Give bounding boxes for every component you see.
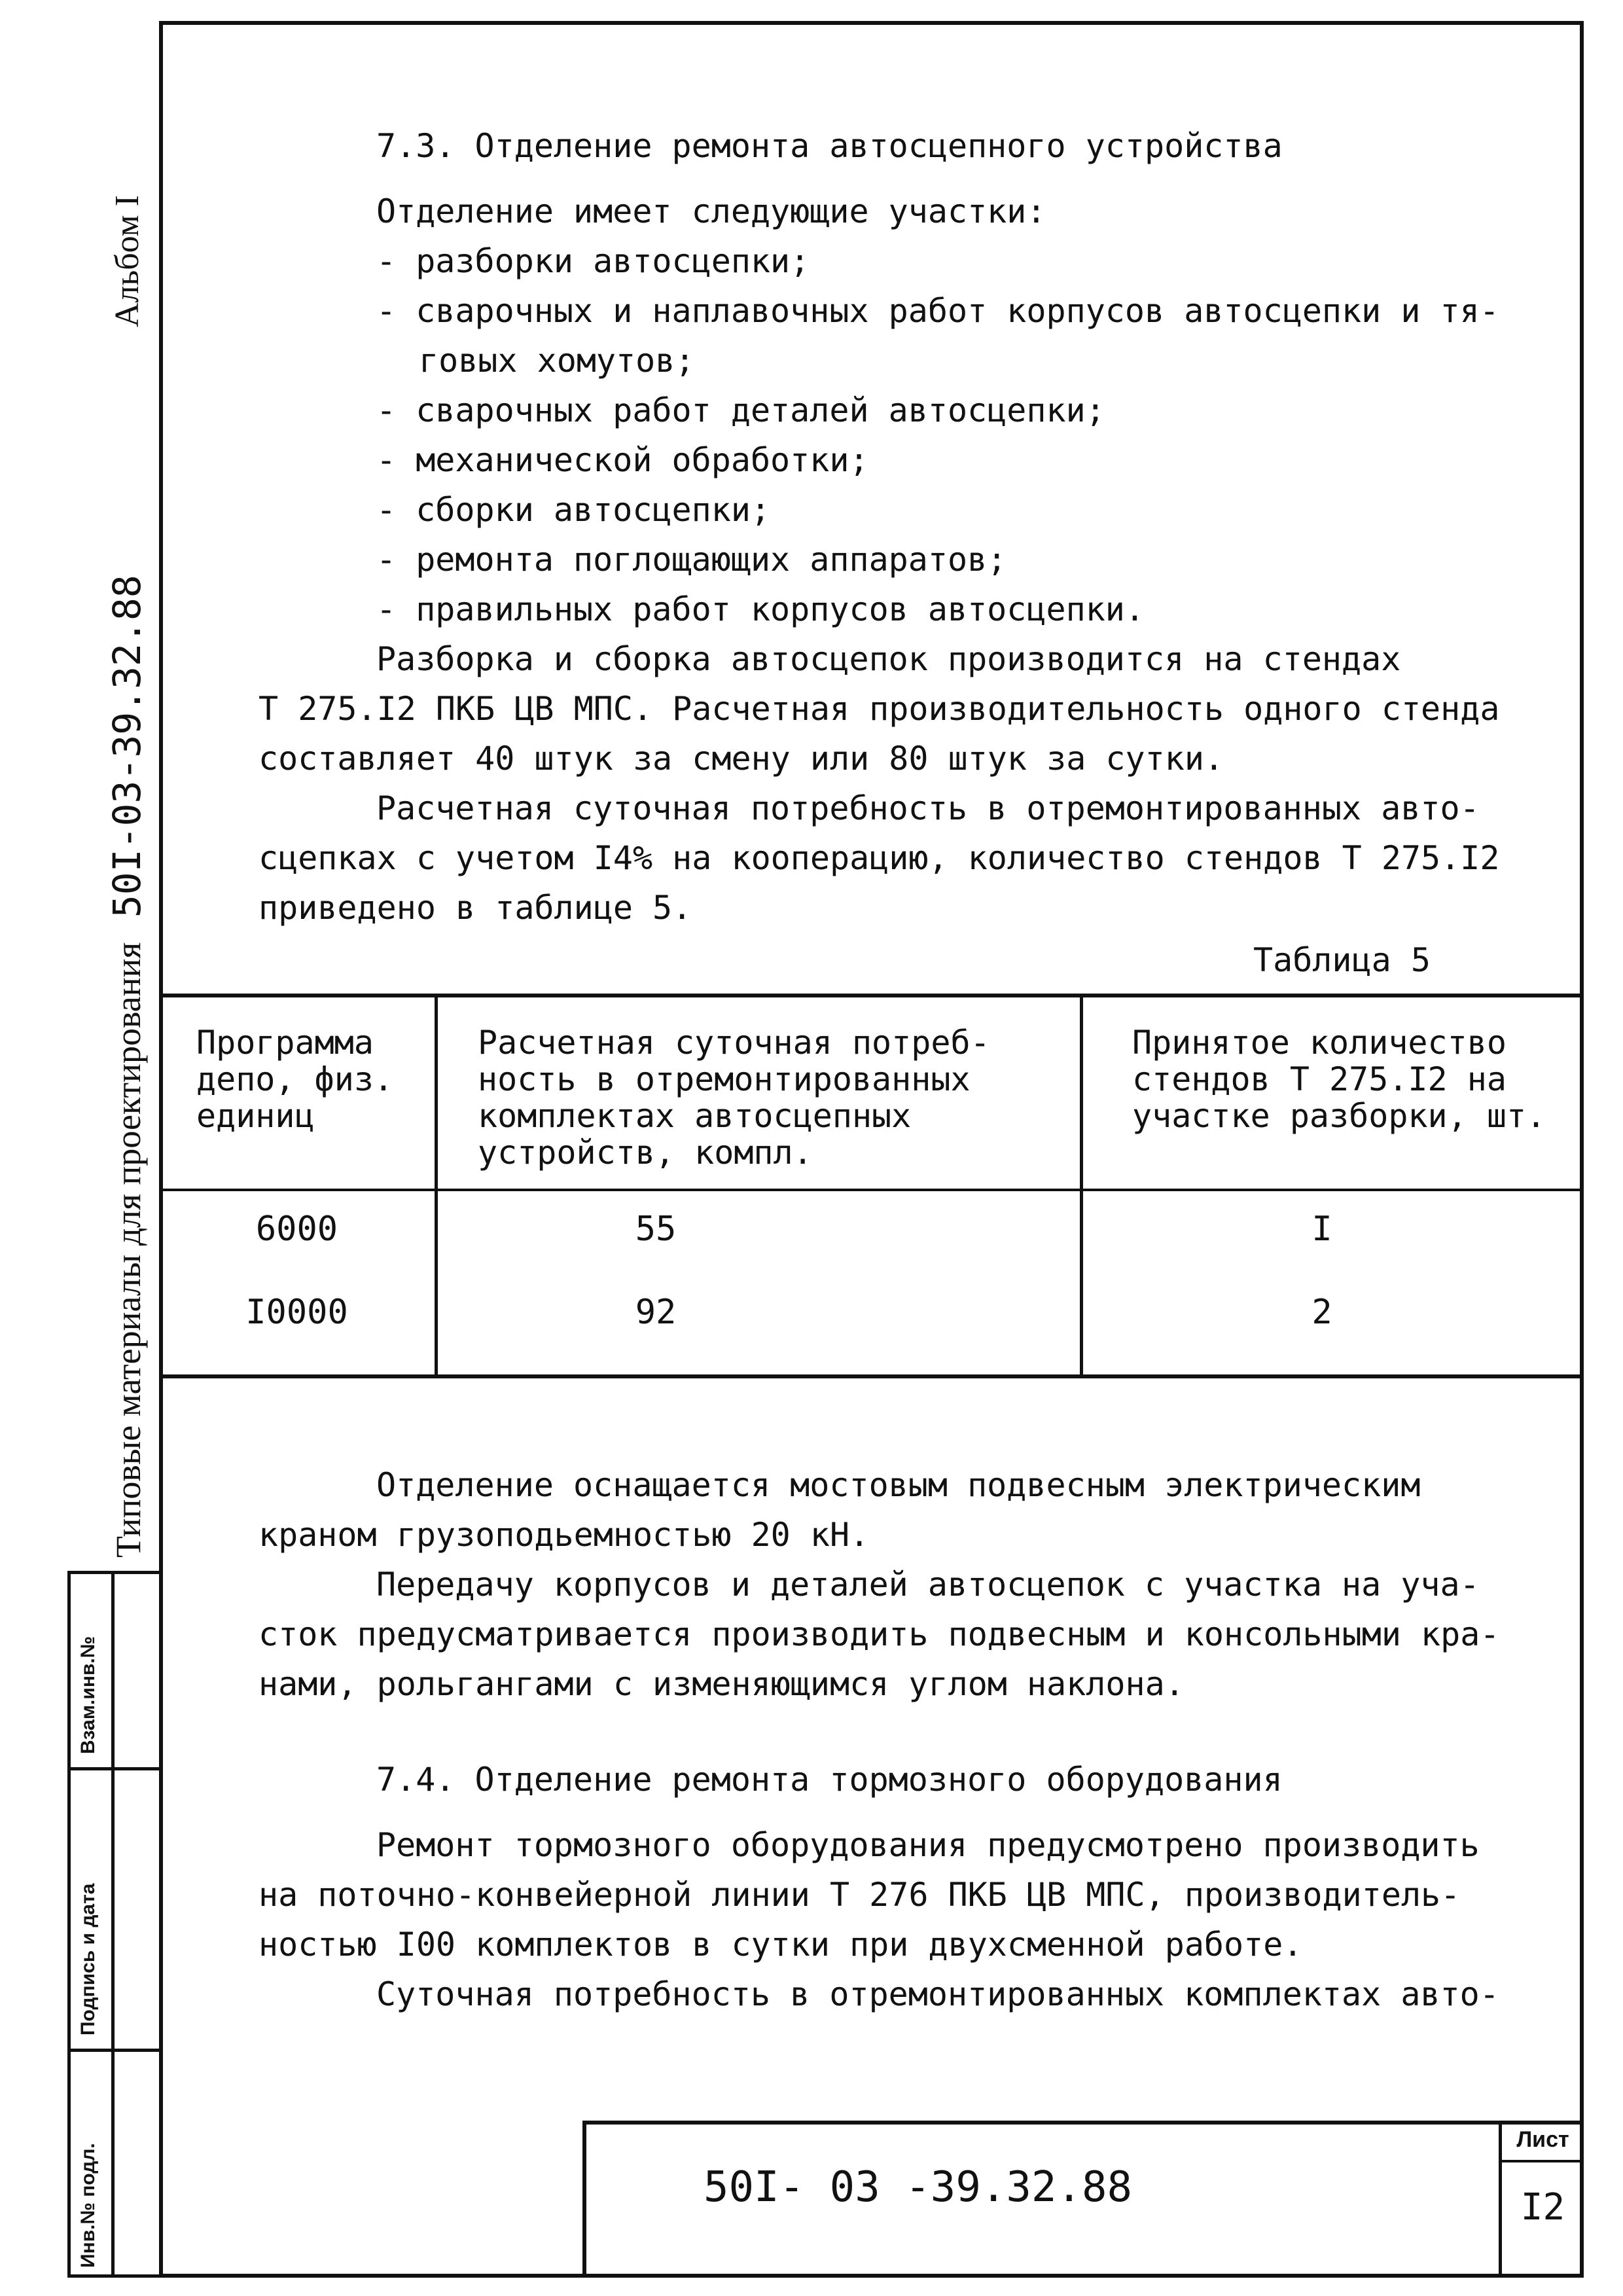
table-header-demand: Расчетная суточная потреб- ность в отремонтированных комплектах автосцепных устройств, компл. bbox=[478, 1024, 990, 1172]
paragraph-line: Разборка и сборка автосцепок производится на стендах bbox=[376, 640, 1401, 678]
paragraph-line: составляет 40 штук за смену или 80 штук за сутки. bbox=[259, 740, 1224, 778]
stamp-inv-orig: Инв.№ подл. bbox=[77, 2143, 99, 2268]
title-block-left bbox=[582, 2121, 586, 2278]
list-item: - ремонта поглощающих аппаратов; bbox=[376, 541, 1007, 579]
side-code: 50I-03-39.32.88 bbox=[105, 575, 149, 918]
list-item: - сварочных и наплавочных работ корпусов автосцепки и тя- bbox=[376, 292, 1499, 330]
list-item: - сборки автосцепки; bbox=[376, 491, 771, 529]
paragraph-line: приведено в таблице 5. bbox=[259, 889, 692, 927]
side-typical-text: Типовые материалы для проектирования bbox=[109, 942, 148, 1558]
side-album: Альбом I bbox=[109, 195, 146, 327]
table-cell-demand: 92 bbox=[635, 1293, 677, 1332]
table-cell-program: 6000 bbox=[255, 1210, 338, 1249]
paragraph-line: Расчетная суточная потребность в отремонтированных авто- bbox=[376, 789, 1480, 827]
table-cell-demand: 55 bbox=[635, 1210, 677, 1249]
list-item-continuation: говых хомутов; bbox=[419, 342, 695, 380]
table-cell-stands: 2 bbox=[1311, 1293, 1332, 1332]
paragraph-line: ностью I00 комплектов в сутки при двухсменной работе. bbox=[259, 1926, 1303, 1964]
table-header-stands: Принятое количество стендов Т 275.I2 на участке разборки, шт. bbox=[1132, 1024, 1546, 1135]
table-header-program: Программа депо, физ. единиц bbox=[196, 1024, 394, 1135]
table-top-border bbox=[159, 994, 1584, 997]
table-cell-program: I0000 bbox=[245, 1293, 348, 1332]
paragraph-line: Суточная потребность в отремонтированных комплектах авто- bbox=[376, 1975, 1499, 2013]
paragraph-line: сток предусматривается производить подвесным и консольными кра- bbox=[259, 1615, 1500, 1653]
paragraph-line: на поточно-конвейерной линии Т 276 ПКБ ЦВ МПС, производитель- bbox=[259, 1876, 1461, 1914]
section-7-4-heading: 7.4. Отделение ремонта тормозного оборудования bbox=[376, 1761, 1283, 1799]
paragraph-line: Т 275.I2 ПКБ ЦВ МПС. Расчетная производительность одного стенда bbox=[259, 690, 1500, 728]
section-7-3-heading: 7.3. Отделение ремонта автосцепного устройства bbox=[376, 127, 1283, 165]
side-typical-materials bbox=[105, 575, 149, 1558]
sheet-label: Лист bbox=[1516, 2127, 1569, 2152]
table-bottom-border bbox=[159, 1374, 1584, 1378]
list-item: - правильных работ корпусов автосцепки. bbox=[376, 590, 1145, 628]
paragraph-line: краном грузоподьемностью 20 кН. bbox=[259, 1516, 870, 1554]
stamp-replace-inv: Взам.инв.№ bbox=[77, 1636, 99, 1754]
stamp-column-divider bbox=[111, 1571, 115, 2278]
list-item: - разборки автосцепки; bbox=[376, 242, 810, 280]
document-code: 50I- 03 -39.32.88 bbox=[704, 2163, 1133, 2212]
paragraph-line: Передачу корпусов и деталей автосцепок с участка на уча- bbox=[376, 1566, 1480, 1604]
sheet-box-left bbox=[1499, 2121, 1502, 2278]
paragraph-line: Отделение оснащается мостовым подвесным электрическим bbox=[376, 1466, 1421, 1504]
stamp-separator-2 bbox=[67, 2049, 163, 2052]
table-header-border bbox=[159, 1189, 1584, 1191]
sheet-number: I2 bbox=[1520, 2186, 1565, 2229]
table-caption: Таблица 5 bbox=[1253, 941, 1431, 979]
table-cell-stands: I bbox=[1311, 1210, 1332, 1249]
paragraph-line: Ремонт тормозного оборудования предусмотрено производить bbox=[376, 1826, 1480, 1864]
paragraph-line: сцепках с учетом I4% на кооперацию, количество стендов Т 275.I2 bbox=[259, 839, 1500, 877]
title-block-top bbox=[582, 2121, 1584, 2125]
paragraph-line: нами, рольгангами с изменяющимся углом наклона. bbox=[259, 1665, 1185, 1703]
list-item: - сварочных работ деталей автосцепки; bbox=[376, 391, 1105, 429]
section-7-3-intro: Отделение имеет следующие участки: bbox=[376, 192, 1046, 230]
stamp-sign-date: Подпись и дата bbox=[77, 1883, 99, 2036]
sheet-box-divider bbox=[1499, 2160, 1584, 2162]
list-item: - механической обработки; bbox=[376, 441, 869, 479]
stamp-separator-1 bbox=[67, 1767, 163, 1770]
